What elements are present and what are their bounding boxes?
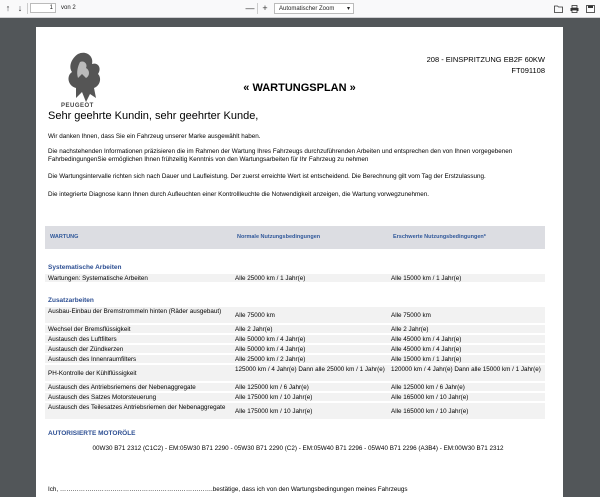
row-normal: Alle 175000 km / 10 Jahr(e) [235, 394, 313, 401]
column-header-normal: Normale Nutzungsbedingungen [237, 234, 321, 240]
interval-paragraph: Die Wartungsintervalle richten sich nach Dauer und Laufleistung. Der zuerst erreichte Wert ist entscheidend. Die Berechnung gilt vom Tag der Erstzulassung. [48, 173, 486, 180]
info-paragraph: Die nachstehenden Informationen präzisieren die im Rahmen der Wartung Ihres Fahrzeugs durchzuführenden Arbeiten und entsprechen den von Ihnen vorgegebenen FahrbedingungenSie ermöglichen Ihnen frühzeitig Kenntnis von den Wartungsarbeiten für Ihr Fahrzeug zu nehmen [48, 148, 513, 163]
column-header-maintenance: WARTUNG [50, 234, 79, 240]
row-severe: Alle 45000 km / 4 Jahr(e) [391, 346, 462, 353]
row-normal: Alle 2 Jahr(e) [235, 326, 273, 333]
row-severe: Alle 2 Jahr(e) [391, 326, 429, 333]
toolbar-divider [27, 3, 28, 14]
row-label: Austausch der Zündkerzen [48, 346, 124, 353]
open-file-icon[interactable] [552, 0, 564, 17]
row-normal: Alle 75000 km [235, 312, 275, 319]
authorized-oils-text: 00W30 B71 2312 (C1C2) - EM:05W30 B71 2290 - 05W30 B71 2290 (C2) - EM:05W40 B71 2296 - 05W40 B71 2296 (A3B4) - EM:00W30 B71 2312 [92, 445, 504, 452]
row-label: Ausbau-Einbau der Bremstrommeln hinten (Räder ausgebaut) [48, 308, 222, 315]
table-row [45, 403, 545, 419]
intro-paragraph: Wir danken Ihnen, dass Sie ein Fahrzeug unserer Marke ausgewählt haben. [48, 133, 261, 140]
section-title-systematic: Systematische Arbeiten [48, 264, 122, 271]
table-row [45, 355, 545, 363]
zoom-select[interactable]: Automatischer Zoom ▾ [274, 3, 354, 14]
row-label: Austausch des Satzes Motorsteuerung [48, 394, 157, 401]
row-severe: Alle 165000 km / 10 Jahr(e) [391, 408, 469, 415]
arrow-down-icon[interactable]: ↓ [17, 3, 23, 13]
section-title-additional: Zusatzarbeiten [48, 297, 94, 304]
pdf-toolbar [0, 0, 600, 18]
row-label: Austausch des Luftfilters [48, 336, 117, 343]
arrow-up-icon[interactable]: ↑ [5, 3, 11, 13]
save-icon[interactable] [584, 0, 596, 17]
row-normal: Alle 25000 km / 1 Jahr(e) [235, 275, 306, 282]
document-reference: FT091108 [511, 66, 545, 75]
table-row [45, 335, 545, 343]
zoom-in-button[interactable]: + [262, 3, 268, 13]
row-label: Wartungen: Systematische Arbeiten [48, 275, 148, 282]
page-number-input[interactable]: 1 [30, 3, 56, 13]
row-normal: Alle 50000 km / 4 Jahr(e) [235, 336, 306, 343]
diagnosis-paragraph: Die integrierte Diagnose kann Ihnen durch Aufleuchten einer Kontrollleuchte die Notwendigkeit anzeigen, die Wartung vorwegzunehmen. [48, 191, 429, 198]
table-row [45, 325, 545, 333]
signature-line: Ich, ……………………………………………………………….bestätige, dass ich von den Wartungsbedingungen meines Fahrzeugs [48, 486, 408, 493]
print-icon[interactable] [568, 0, 580, 17]
column-header-severe: Erschwerte Nutzungsbedingungen* [393, 234, 486, 240]
greeting: Sehr geehrte Kundin, sehr geehrter Kunde, [48, 110, 259, 122]
row-label: Wechsel der Bremsflüssigkeit [48, 326, 131, 333]
brand-label: PEUGEOT [61, 103, 94, 109]
table-row [45, 383, 545, 391]
section-title-oils: AUTORISIERTE MOTORÖLE [48, 430, 136, 437]
row-severe: Alle 75000 km [391, 312, 431, 319]
row-label: Austausch des Innenraumfilters [48, 356, 137, 363]
row-severe: Alle 45000 km / 4 Jahr(e) [391, 336, 462, 343]
table-header [45, 226, 545, 249]
table-row [45, 345, 545, 353]
row-normal: Alle 175000 km / 10 Jahr(e) [235, 408, 313, 415]
row-severe: Alle 15000 km / 1 Jahr(e) [391, 275, 462, 282]
row-label: PH-Kontrolle der Kühlflüssigkeit [48, 370, 137, 377]
row-severe: 120000 km / 4 Jahr(e) Dann alle 15000 km / 1 Jahr(e) [391, 366, 541, 373]
row-normal: Alle 125000 km / 6 Jahr(e) [235, 384, 309, 391]
row-normal: Alle 50000 km / 4 Jahr(e) [235, 346, 306, 353]
row-label: Austausch des Antriebsriemens der Nebenaggregate [48, 384, 196, 391]
document-page [36, 27, 563, 497]
row-label: Austausch des Teilesatzes Antriebsriemen der Nebenaggregate [48, 404, 226, 411]
chevron-down-icon: ▾ [346, 6, 350, 12]
table-row [45, 274, 545, 282]
document-viewer[interactable] [0, 18, 600, 493]
zoom-out-button[interactable]: — [245, 3, 255, 13]
row-normal: 125000 km / 4 Jahr(e) Dann alle 25000 km / 1 Jahr(e) [235, 366, 385, 373]
page-title: « WARTUNGSPLAN » [243, 82, 356, 94]
row-normal: Alle 25000 km / 2 Jahr(e) [235, 356, 306, 363]
row-severe: Alle 165000 km / 10 Jahr(e) [391, 394, 469, 401]
table-row [45, 365, 545, 381]
page-total-label: von 2 [61, 5, 76, 11]
table-row [45, 307, 545, 323]
vehicle-reference: 208 - EINSPRITZUNG EB2F 60KW [426, 55, 545, 64]
peugeot-lion-logo [58, 48, 108, 108]
row-severe: Alle 15000 km / 1 Jahr(e) [391, 356, 462, 363]
row-severe: Alle 125000 km / 6 Jahr(e) [391, 384, 465, 391]
table-row [45, 393, 545, 401]
toolbar-divider [257, 3, 258, 14]
